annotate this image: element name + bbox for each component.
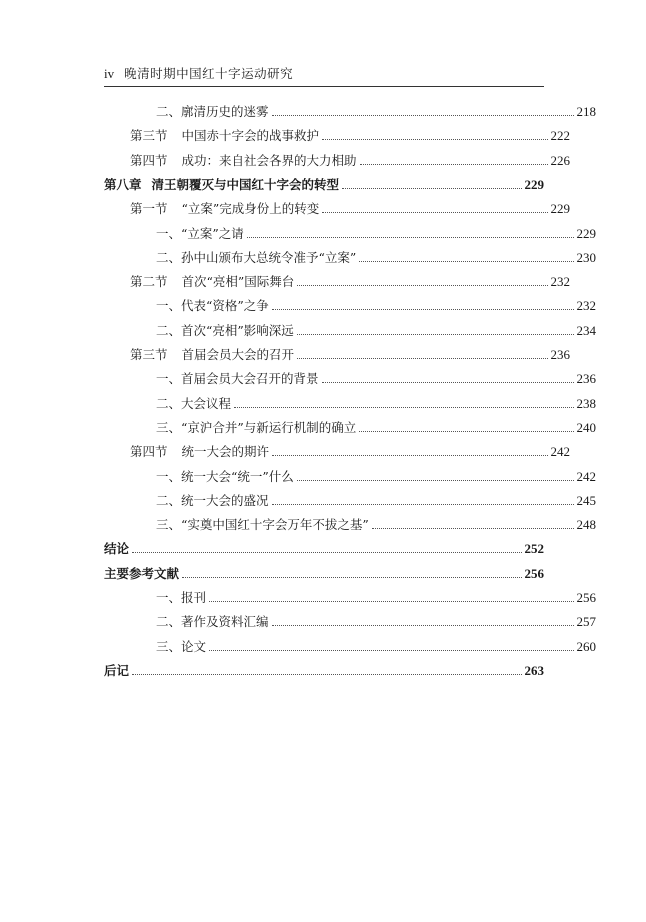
toc-entry-label	[130, 442, 269, 462]
dot-leader	[322, 381, 574, 383]
toc-entry-page: 232	[576, 298, 596, 314]
toc-entry[interactable]	[104, 515, 596, 535]
toc-entry[interactable]	[104, 588, 596, 608]
toc-entry-page: 229	[576, 225, 596, 241]
toc-entry-page: 240	[576, 419, 596, 435]
dot-leader	[372, 527, 574, 529]
toc-entry-page: 218	[576, 104, 596, 119]
toc-entry[interactable]	[104, 199, 570, 219]
toc-entry[interactable]	[104, 126, 570, 146]
toc-entry-label	[156, 248, 356, 268]
dot-leader	[322, 211, 547, 213]
running-header	[104, 63, 544, 87]
toc-entry[interactable]	[104, 491, 596, 511]
toc-entry-title: 一、首届会员大会召开的背景	[156, 371, 319, 387]
toc-entry-title: 一、“立案”之请	[156, 225, 244, 241]
toc-entry-label	[156, 321, 294, 341]
toc-entry-title: 一、统一大会“统一”什么	[156, 468, 294, 484]
toc-entry-label	[130, 151, 357, 171]
toc-entry[interactable]	[104, 418, 596, 438]
toc-entry-label	[104, 564, 179, 584]
toc-entry-label	[104, 661, 129, 681]
toc-entry-title: 二、廓清历史的迷雾	[156, 104, 269, 119]
toc-entry-page: 229	[524, 176, 544, 192]
toc-entry[interactable]	[104, 612, 596, 632]
toc-entry-title: 二、大会议程	[156, 395, 232, 411]
dot-leader	[272, 624, 574, 626]
toc-entry-label	[130, 345, 294, 365]
toc-entry-page: 242	[550, 444, 570, 460]
header-page-number: iv	[104, 66, 115, 81]
dot-leader	[272, 114, 574, 116]
toc-entry-title: 二、孙中山颁布大总统令准予“立案”	[156, 249, 357, 265]
toc-entry[interactable]	[104, 272, 570, 292]
toc-entry-page: 234	[576, 322, 596, 338]
toc-entry[interactable]	[104, 661, 544, 681]
toc-entry-title: 后记	[104, 662, 130, 678]
toc-entry-page: 226	[550, 152, 570, 168]
dot-leader	[297, 284, 547, 286]
toc-entry-page: 248	[576, 517, 596, 533]
toc-entry-title: 主要参考文献	[104, 565, 180, 581]
dot-leader	[209, 600, 573, 602]
toc-entry-page: 242	[576, 468, 596, 484]
toc-entry[interactable]	[104, 296, 596, 316]
toc-entry-page: 230	[576, 249, 596, 265]
toc-entry-title: 一、代表“资格”之争	[156, 298, 269, 314]
toc-entry-number: 第四节	[130, 444, 168, 460]
toc-entry-label	[156, 394, 231, 414]
toc-entry-page: 238	[576, 395, 596, 411]
toc-entry[interactable]	[104, 442, 570, 462]
dot-leader	[209, 649, 573, 651]
toc-entry-label	[104, 175, 339, 195]
toc-entry-number: 第三节	[130, 347, 168, 362]
toc-entry[interactable]	[104, 321, 596, 341]
toc-entry-title: 三、论文	[156, 638, 207, 654]
toc-entry-page: 236	[550, 347, 570, 362]
toc-entry-page: 245	[576, 492, 596, 508]
toc-entry-label	[156, 467, 294, 487]
toc-entry-title: 二、著作及资料汇编	[156, 614, 269, 630]
toc-entry-label	[156, 588, 206, 608]
toc-entry[interactable]	[104, 248, 596, 268]
toc-entry-label	[156, 369, 319, 389]
toc-entry-number: 第八章	[104, 176, 142, 192]
toc-entry-title: 统一大会的期许	[181, 444, 270, 460]
header-book-title: 晚清时期中国红十字运动研究	[124, 66, 294, 81]
dot-leader	[182, 576, 521, 578]
dot-leader	[342, 187, 521, 189]
toc-entry-page: 229	[550, 201, 570, 217]
toc-entry-number: 第三节	[130, 128, 168, 144]
toc-entry[interactable]	[104, 224, 596, 244]
toc-entry-label	[130, 199, 319, 219]
toc-entry[interactable]	[104, 467, 596, 487]
toc-entry[interactable]	[104, 539, 544, 559]
dot-leader	[360, 163, 548, 165]
toc-entry-label	[104, 539, 129, 559]
toc-entry-number: 第一节	[130, 201, 168, 217]
dot-leader	[247, 236, 574, 238]
dot-leader	[297, 357, 547, 359]
toc-entry-label	[156, 515, 369, 535]
dot-leader	[359, 430, 573, 432]
toc-entry-page: 222	[550, 128, 570, 144]
dot-leader	[132, 551, 521, 553]
toc-entry-label	[130, 126, 319, 146]
toc-entry-title: 三、“实奠中国红十字会万年不拔之基”	[156, 517, 369, 533]
toc-entry-label	[156, 296, 269, 316]
toc-entry-page: 256	[524, 565, 544, 581]
toc-entry-title: 二、首次“亮相”影响深远	[156, 322, 294, 338]
toc-entry[interactable]	[104, 151, 570, 171]
toc-entry-label	[156, 612, 269, 632]
toc-entry-title: “立案”完成身份上的转变	[181, 201, 320, 217]
toc-entry-title: 清王朝覆灭与中国红十字会的转型	[151, 176, 340, 192]
toc-entry-page: 256	[576, 590, 596, 605]
dot-leader	[322, 138, 547, 140]
toc-entry-title: 二、统一大会的盛况	[156, 492, 269, 508]
toc-entry-page: 232	[550, 274, 570, 290]
toc-entry-title: 一、报刊	[156, 590, 207, 605]
toc-entry-label	[156, 491, 269, 511]
dot-leader	[272, 308, 574, 310]
toc-entry-page: 252	[524, 541, 544, 557]
toc-entry-title: 成功：来自社会各界的大力相助	[181, 152, 357, 168]
toc-entry-page: 260	[576, 638, 596, 654]
toc-entry-label	[156, 224, 244, 244]
toc-entry[interactable]	[104, 394, 596, 414]
toc-entry-label	[130, 272, 294, 292]
toc-entry-title: 首次“亮相”国际舞台	[181, 274, 295, 290]
dot-leader	[234, 406, 573, 408]
dot-leader	[297, 333, 574, 335]
toc-entry-label	[156, 102, 269, 122]
toc-entry-page: 263	[524, 662, 544, 678]
toc-entry[interactable]	[104, 369, 596, 389]
dot-leader	[297, 479, 574, 481]
toc-entry-label	[156, 637, 206, 657]
dot-leader	[359, 260, 573, 262]
toc-entry-label	[156, 418, 356, 438]
dot-leader	[132, 673, 521, 675]
toc-entry-title: 三、“京沪合并”与新运行机制的确立	[156, 419, 357, 435]
toc-entry-page: 257	[576, 614, 596, 630]
dot-leader	[272, 503, 574, 505]
toc-entry-title: 首届会员大会的召开	[181, 347, 295, 362]
toc-entry-title: 结论	[104, 541, 130, 557]
toc-entry[interactable]	[104, 102, 596, 122]
toc-entry[interactable]	[104, 637, 596, 657]
toc-entry[interactable]	[104, 564, 544, 584]
toc-entry[interactable]	[104, 345, 570, 365]
dot-leader	[272, 454, 547, 456]
toc-entry-number: 第四节	[130, 152, 168, 168]
toc-entry[interactable]	[104, 175, 544, 195]
toc-entry-page: 236	[576, 371, 596, 387]
toc-entry-title: 中国赤十字会的战事救护	[181, 128, 320, 144]
toc-entry-number: 第二节	[130, 274, 168, 290]
